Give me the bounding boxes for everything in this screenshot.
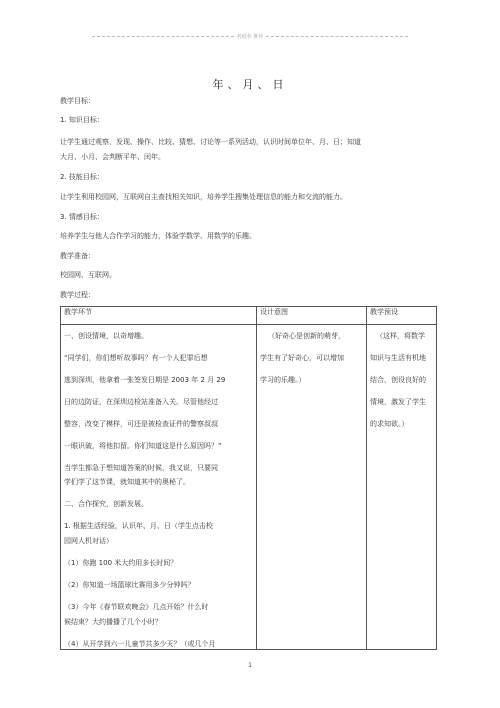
intent-line: 学生有了好奇心，可以增加 <box>260 354 344 362</box>
skill-goal-heading: 2. 技能目标： <box>60 173 104 181</box>
header-cell-preset: 教学预设 <box>367 307 437 325</box>
knowledge-goal-heading: 1. 知识目标： <box>60 116 104 124</box>
preset-line: 的求知欲。） <box>370 420 409 428</box>
table-row <box>61 325 437 650</box>
stage-line: 日的边防证，在深圳边检站准备入关。尽管他经过 <box>64 398 218 406</box>
stage-line: （3）今年《春节联欢晚会》几点开始？什么时 <box>64 603 209 611</box>
header-rule-right <box>266 36 408 37</box>
stage-line: 一眼识破，将他扣留。你们知道这是什么原因吗？” <box>64 442 222 450</box>
page-number: 1 <box>248 662 252 669</box>
stage-line: 一、创设情境，以奇增趣。 <box>64 332 148 340</box>
stage-line: 逃到深圳，他拿着一张签发日期是 2003 年 2 月 29 <box>64 376 226 384</box>
preparation-text: 校园网、互联网。 <box>60 271 116 279</box>
intent-line: 学习的乐趣。） <box>260 376 306 384</box>
stage-line: 二、合作探究，创新发展。 <box>64 500 148 508</box>
knowledge-goal-text-1: 让学生通过观察、发现、操作、比较、猜想、讨论等一系列活动，认识时间单位年、月、日；知道 <box>60 138 361 146</box>
stage-line: 整容，改变了模样，可还是被检查证件的警察叔叔 <box>64 420 218 428</box>
stage-line: （2）你知道一场篮球比赛用多少分钟吗？ <box>64 581 195 589</box>
emotion-goal-text: 培养学生与他人合作学习的能力，体验学数学、用数学的乐趣。 <box>60 232 256 240</box>
stage-line: 园网人机对话） <box>64 537 113 545</box>
page-header <box>92 31 408 41</box>
header-cell-stage: 教学环节 <box>61 307 257 325</box>
preset-line: 知识与生活有机地 <box>370 354 426 362</box>
stage-line: 候结束？大约播播了几个小时？ <box>64 618 162 626</box>
stage-line: （1）你跑 100 米大约用多长时间？ <box>64 559 178 567</box>
stage-cell <box>61 325 257 650</box>
preparation-heading: 教学准备： <box>60 252 95 260</box>
lesson-table <box>60 306 437 650</box>
preset-line: （这样，将数学 <box>376 332 425 340</box>
table-header-row <box>61 307 437 325</box>
preset-line: 结合，创设良好的 <box>370 376 426 384</box>
stage-line: “同学们，你们想听故事吗？有一个人犯罪后想 <box>64 354 208 362</box>
stage-line: 1. 根据生活经验，认识年、月、日（学生点击校 <box>64 522 213 530</box>
page-title: 年、月、日 <box>212 78 288 91</box>
teaching-goals-heading: 教学目标： <box>60 97 95 105</box>
stage-line: （4）从开学到六一儿童节共多少天？（或几个月 <box>64 640 216 648</box>
stage-line: 学们学了这节课，就知道其中的奥秘了。 <box>64 478 190 486</box>
skill-goal-text: 让学生利用校园网，互联网自主查找相关知识，培养学生搜集处理信息的能力和交流的能力。 <box>60 193 347 201</box>
preset-cell <box>367 325 437 650</box>
knowledge-goal-text-2: 大月、小月、会判断平年、闰年。 <box>60 153 165 161</box>
header-cell-intent: 设计意图 <box>257 307 367 325</box>
emotion-goal-heading: 3. 情感目标： <box>60 213 104 221</box>
header-rule-left <box>92 36 234 37</box>
process-heading: 教学过程： <box>60 291 95 299</box>
header-text: 名校名 推荐 <box>236 33 264 40</box>
stage-line: 当学生都急于想知道答案的时候，我又说，只要同 <box>64 464 218 472</box>
preset-line: 情境，激发了学生 <box>370 398 426 406</box>
intent-line: （好奇心是创新的萌芽， <box>268 332 345 340</box>
intent-cell <box>257 325 367 650</box>
